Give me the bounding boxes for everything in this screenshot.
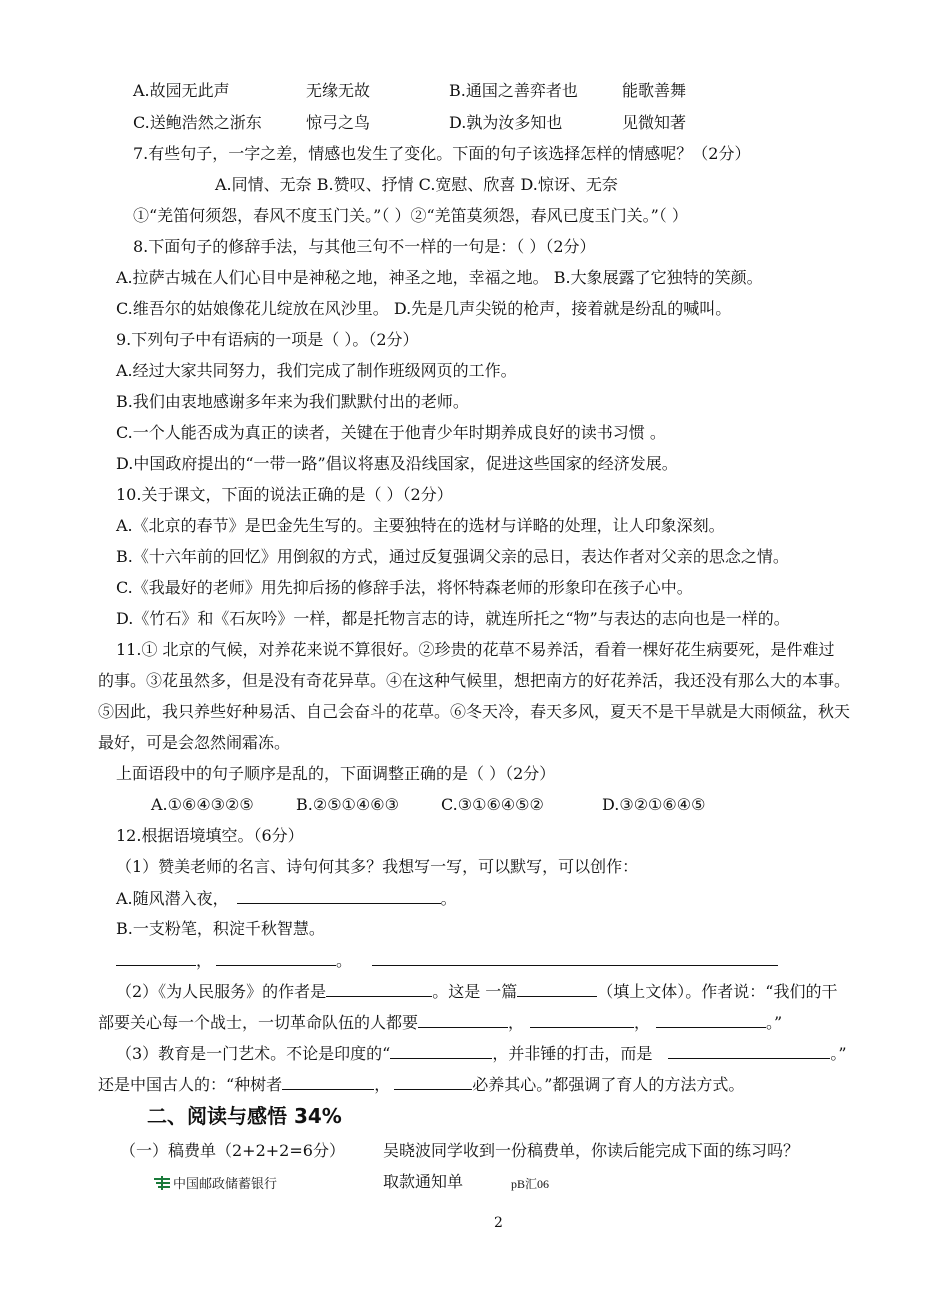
- q12-line-a: A.随风潜入夜， 。: [116, 889, 457, 908]
- q10-option-c: C.《我最好的老师》用先抑后扬的修辞手法，将怀特森老师的形象印在孩子心中。: [116, 578, 693, 597]
- q10-option-a: A.《北京的春节》是巴金先生写的。主要独特在的选材与详略的处理，让人印象深刻。: [116, 516, 725, 535]
- bank-header: [154, 1172, 277, 1196]
- q12-sub1: （1）赞美老师的名言、诗句何其多？我想写一写，可以默写，可以创作：: [116, 857, 639, 876]
- postal-bank-logo-icon: [154, 1176, 170, 1190]
- q10-stem: 10.关于课文，下面的说法正确的是（ ）（2分）: [116, 485, 453, 504]
- form-code: pB汇06: [511, 1177, 550, 1191]
- blank-author[interactable]: [326, 980, 432, 997]
- blank-genre[interactable]: [517, 980, 597, 997]
- q12-sub3-line2: 还是中国古人的：“种树者 ， 必养其心。”都强调了育人的方法方式。: [98, 1075, 745, 1094]
- q6-option-a-part2: 无缘无故: [306, 81, 371, 100]
- q8-options-ab: A.拉萨古城在人们心目中是神秘之地，神圣之地，幸福之地。 B.大象展露了它独特的笑颜。: [116, 268, 763, 287]
- blank-a[interactable]: [237, 887, 441, 904]
- q12-line-b-blanks: ， 。: [116, 949, 778, 972]
- q12-line-b: B.一支粉笔，积淀千秋智慧。: [116, 919, 325, 938]
- q11-option-a: A.①⑥④③②⑤: [151, 795, 254, 814]
- q7-stem: 7.有些句子，一字之差，情感也发生了变化。下面的句子该选择怎样的情感呢？（2分）: [133, 144, 751, 163]
- q10-option-b: B.《十六年前的回忆》用倒叙的方式，通过反复强调父亲的忌日，表达作者对父亲的思念之情。: [116, 547, 789, 566]
- q12-stem: 12.根据语境填空。（6分）: [116, 826, 304, 845]
- q9-stem: 9.下列句子中有语病的一项是（ ）。（2分）: [116, 330, 419, 349]
- q6-option-a-part1: A.故园无此声: [133, 81, 230, 100]
- section-heading: 二、阅读与感悟 34%: [147, 1104, 342, 1128]
- blank-india[interactable]: [390, 1042, 492, 1059]
- bank-name: 中国邮政储蓄银行: [173, 1177, 278, 1192]
- q6-option-d-part2: 见微知著: [622, 113, 687, 132]
- q8-stem: 8.下面句子的修辞手法，与其他三句不一样的一句是：（ ）（2分）: [133, 237, 596, 256]
- q11-passage-line4: 最好，可是会忽然闹霜冻。: [98, 733, 291, 752]
- form-title: 取款通知单: [383, 1172, 464, 1191]
- q9-option-d: D.中国政府提出的“一带一路”倡议将惠及沿线国家，促进这些国家的经济发展。: [116, 454, 678, 473]
- q9-option-b: B.我们由衷地感谢多年来为我们默默付出的老师。: [116, 392, 469, 411]
- blank-but[interactable]: [668, 1042, 830, 1059]
- section-intro: 吴晓波同学收到一份稿费单，你读后能完成下面的练习吗？: [383, 1141, 800, 1160]
- blank-quote3[interactable]: [656, 1011, 766, 1028]
- q6-option-d-part1: D.孰为汝多知也: [449, 113, 563, 132]
- q11-option-c: C.③①⑥④⑤②: [441, 795, 544, 814]
- q6-option-b-part1: B.通国之善弈者也: [449, 81, 578, 100]
- q11-option-d: D.③②①⑥④⑤: [602, 795, 706, 814]
- q6-option-b-part2: 能歌善舞: [622, 81, 687, 100]
- q9-option-a: A.经过大家共同努力，我们完成了制作班级网页的工作。: [116, 361, 517, 380]
- q11-option-b: B.②⑤①④⑥③: [296, 795, 399, 814]
- q9-option-c: C.一个人能否成为真正的读者，关键在于他青少年时期养成良好的读书习惯 。: [116, 423, 666, 442]
- q8-options-cd: C.维吾尔的姑娘像花儿绽放在风沙里。 D.先是几声尖锐的枪声，接着就是纷乱的喊叫。: [116, 299, 732, 318]
- blank-b3[interactable]: [372, 949, 778, 966]
- section-part1-title: （一）稿费单（2+2+2=6分）: [120, 1141, 345, 1160]
- blank-b1[interactable]: [116, 949, 196, 966]
- q11-question: 上面语段中的句子顺序是乱的，下面调整正确的是（ ）（2分）: [116, 764, 556, 783]
- q7-sentences: ①“羌笛何须怨，春风不度玉门关。”（ ）②“羌笛莫须怨，春风已度玉门关。”（ ）: [133, 206, 688, 225]
- blank-tree2[interactable]: [394, 1073, 472, 1090]
- q10-option-d: D.《竹石》和《石灰吟》一样，都是托物言志的诗，就连所托之“物”与表达的志向也是一样的。: [116, 609, 790, 628]
- blank-b2[interactable]: [216, 949, 336, 966]
- q11-passage-line2: 的事。③花虽然多，但是没有奇花异草。④在这种气候里，想把南方的好花养活，我还没有那么大的本事。: [98, 671, 851, 690]
- blank-tree1[interactable]: [282, 1073, 374, 1090]
- page-number: 2: [494, 1215, 503, 1231]
- q6-option-c-part1: C.送鲍浩然之浙东: [133, 113, 262, 132]
- q12-sub3-line1: （3）教育是一门艺术。不论是印度的“ ，并非锤的打击，而是 。”: [116, 1044, 847, 1063]
- q11-passage-line1: 11.① 北京的气候，对养花来说不算很好。②珍贵的花草不易养活，看着一棵好花生病要死，是件难过: [116, 640, 835, 659]
- q6-option-c-part2: 惊弓之鸟: [306, 113, 371, 132]
- q12-sub2-line1: （2）《为人民服务》的作者是 。这是 一篇 （填上文体）。作者说：“我们的干: [116, 982, 838, 1001]
- q11-passage-line3: ⑤因此，我只养些好种易活、自己会奋斗的花草。⑥冬天冷，春天多风，夏天不是干旱就是大雨倾盆，秋天: [98, 702, 851, 721]
- blank-quote2[interactable]: [530, 1011, 634, 1028]
- q7-options: A.同情、无奈 B.赞叹、抒情 C.宽慰、欣喜 D.惊讶、无奈: [215, 175, 618, 194]
- blank-quote1[interactable]: [418, 1011, 508, 1028]
- q12-sub2-line2: 部要关心每一个战士，一切革命队伍的人都要 ， ， 。”: [98, 1013, 783, 1032]
